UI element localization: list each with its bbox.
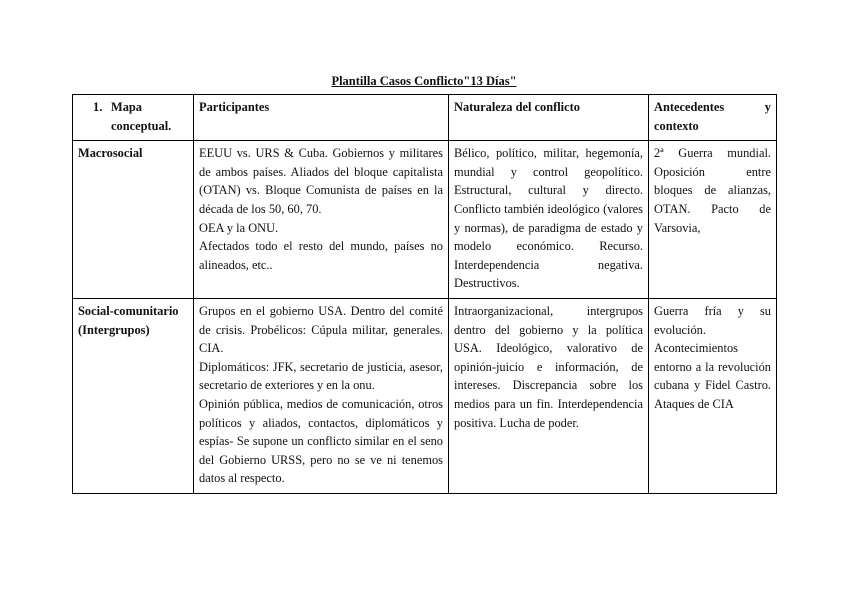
row-label-text: Social-comunitario: [78, 303, 179, 318]
paragraph: Intraorganizacional, intergrupos dentro del gobierno y la política USA. Ideológico, valorativo de opinión-juicio e información, de intereses. Discrepancia sobre los medios para un fin. Interdependencia positiva. Lucha de poder.: [454, 303, 643, 430]
table-row-macrosocial: [73, 141, 777, 299]
row-label-social-comunitario: [73, 298, 194, 493]
cell-participantes-macrosocial: [194, 141, 449, 299]
header-contexto-label: contexto: [654, 118, 699, 133]
paragraph: Acontecimientos entorno a la revolución cubana y Fidel Castro. Ataques de CIA: [654, 341, 771, 411]
cell-naturaleza-social: [449, 298, 649, 493]
row-label-text: Macrosocial: [78, 146, 143, 161]
paragraph: OEA y la ONU.: [199, 220, 279, 235]
paragraph: Grupos en el gobierno USA. Dentro del comité de crisis. Probélicos: Cúpula militar, generales. CIA.: [199, 303, 443, 356]
header-number: 1.: [93, 100, 103, 114]
row-label-subtext: (Intergrupos): [78, 322, 150, 337]
header-mapa-label: Mapa: [111, 100, 142, 114]
cell-antecedentes-macrosocial: [649, 141, 777, 299]
document-title: Plantilla Casos Conflicto"13 Días": [331, 74, 517, 88]
header-mapa-conceptual: [73, 95, 194, 141]
paragraph: Opinión pública, medios de comunicación, otros políticos y aliados, contactos, diplomáticos y espías- Se supone un conflicto similar en el seno del Gobierno URSS, pero no se ve ni tenemos datos al respecto.: [199, 396, 443, 486]
paragraph: 2ª Guerra mundial. Oposición entre bloques de alianzas, OTAN. Pacto de Varsovia,: [654, 146, 771, 235]
table-header-row: [73, 95, 777, 141]
header-antecedentes-word: Antecedentes: [654, 100, 725, 114]
paragraph: EEUU vs. URS & Cuba. Gobiernos y militares de ambos países. Aliados del bloque capitalista (OTAN) vs. Bloque Comunista de países en la década de los 50, 60, 70.: [199, 146, 443, 216]
paragraph: Bélico, político, militar, hegemonía, mundial y control geopolítico. Estructural, cultural y directo. Conflicto también ideológico (valores y normas), de paradigma de estado y modelo económico. Recurso. Interdependencia negativa. Destructivos.: [454, 146, 643, 291]
paragraph: Diplomáticos: JFK, secretario de justicia, asesor, secretario de exteriores y en la onu.: [199, 359, 443, 393]
header-naturaleza: Naturaleza del conflicto: [449, 95, 649, 141]
cell-naturaleza-macrosocial: [449, 141, 649, 299]
conflict-template-table: [72, 94, 777, 494]
paragraph: Guerra fría y su evolución.: [654, 303, 771, 337]
header-conceptual-label: conceptual.: [111, 118, 172, 133]
header-antecedentes: [649, 95, 777, 141]
paragraph: Afectados todo el resto del mundo, países no alineados, etc..: [199, 239, 443, 272]
row-label-macrosocial: [73, 141, 194, 299]
cell-antecedentes-social: [649, 298, 777, 493]
table-row-social-comunitario: [73, 298, 777, 493]
header-participantes: Participantes: [194, 95, 449, 141]
header-y-word: y: [764, 100, 771, 114]
cell-participantes-social: [194, 298, 449, 493]
